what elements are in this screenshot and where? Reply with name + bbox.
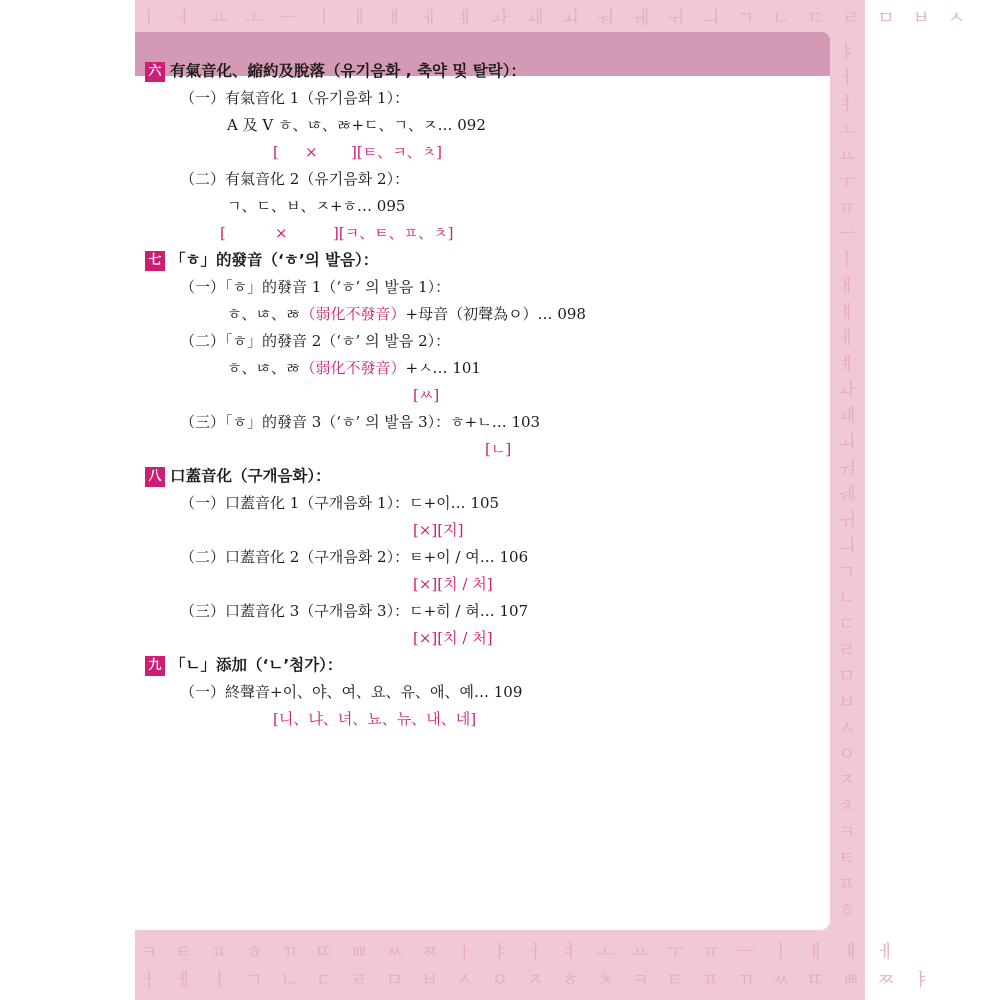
rule-item xyxy=(145,355,685,382)
rule-item-text: +母音（初聲為ㅇ）… 098 xyxy=(405,305,586,323)
cross-mark: × xyxy=(275,224,288,242)
subsection-label: （一）「ㅎ」的發音 1（‘ㅎ’ 의 발음 1）： xyxy=(180,278,451,296)
rule-item-note: （弱化不發音） xyxy=(300,359,406,377)
section-9-heading xyxy=(145,652,685,679)
section-title: 「ㄴ」添加（‘ㄴ’첨가）： xyxy=(170,656,343,674)
bracket-open: [ xyxy=(220,224,226,242)
subsection-label: （二）「ㅎ」的發音 2（‘ㅎ’ 의 발음 2）： xyxy=(180,332,451,350)
jamo-pattern-bottom: ㅋ ㅌ ㅍ ㅎ ㄲ ㄸ ㅃ ㅆ ㅉ ㅏ ㅑ ㅓ ㅕ ㅗ ㅛ ㅜ ㅠ ㅡ ㅣ ㅐ ㅒ ㅔ xyxy=(140,942,901,963)
rule-item xyxy=(145,301,685,328)
rule-item-note: （弱化不發音） xyxy=(300,305,406,323)
section-number-badge: 八 xyxy=(145,467,165,487)
bracket-open: [ xyxy=(273,143,279,161)
pronunciation-bracket-row xyxy=(145,382,685,409)
subsection-label: （一）終聲音+이、야、여、요、유、애、예… 109 xyxy=(180,683,523,701)
table-of-contents xyxy=(145,58,685,733)
subsection-label: （三）口蓋音化 3（구개음화 3）：ㄷ+히 / 혀… 107 xyxy=(180,602,529,620)
pronunciation-bracket-row xyxy=(145,220,685,247)
section-number-badge: 七 xyxy=(145,251,165,271)
pronunciation-bracket-row xyxy=(145,139,685,166)
pronunciation-bracket: ][ㅋ、ㅌ、ㅍ、ㅊ] xyxy=(333,224,454,242)
pronunciation-bracket: [ㄴ] xyxy=(485,440,512,458)
pronunciation-bracket: [ㅆ] xyxy=(413,386,440,404)
pronunciation-bracket-row xyxy=(145,571,685,598)
pronunciation-bracket-row xyxy=(145,436,685,463)
section-8-heading xyxy=(145,463,685,490)
subsection-label: （一）口蓋音化 1（구개음화 1）：ㄷ+이… 105 xyxy=(180,494,500,512)
pronunciation-bracket-row xyxy=(145,706,685,733)
rule-item-text: ㅎ、ㄶ、ㅀ xyxy=(227,305,301,323)
jamo-pattern-top: ㅣ ㅓ ㅛ ㅗ ㅡ ㅣ ㅐ ㅒ ㅔ ㅖ ㅘ ㅙ ㅚ ㅝ ㅞ ㅟ ㅢ ㄱ ㄴ ㄷ ㄹ ㅁ ㅂ ㅅ xyxy=(140,8,971,29)
rule-item-text: ㅎ、ㄶ、ㅀ xyxy=(227,359,301,377)
section-number-badge: 六 xyxy=(145,62,165,82)
rule-item: A 及 V ㅎ、ㄶ、ㅀ+ㄷ、ㄱ、ㅈ… 092 xyxy=(227,116,486,134)
jamo-pattern-right: ㅑㅓㅕㅗㅛㅜㅠㅡㅣㅐㅒㅔㅖㅘㅙㅚㅝㅞㅟㅢㄱㄴㄷㄹㅁㅂㅅㅇㅈㅊㅋㅌㅍㅎ xyxy=(838,42,856,921)
pronunciation-bracket: ][ㅌ、ㅋ、ㅊ] xyxy=(351,143,443,161)
pronunciation-bracket: [×][치 / 처] xyxy=(413,629,493,647)
cross-mark: × xyxy=(305,143,318,161)
subsection-label: （一）有氣音化 1（유기음화 1）： xyxy=(180,89,410,107)
pronunciation-bracket: [×][치 / 처] xyxy=(413,575,493,593)
pronunciation-bracket: [니、냐、녀、뇨、뉴、내、네] xyxy=(273,710,477,728)
section-title: 「ㅎ」的發音（‘ㅎ’의 발음）： xyxy=(170,251,379,269)
section-title: 有氣音化、縮約及脫落（유기음화 , 축약 및 탈락）： xyxy=(170,62,526,80)
section-7-heading xyxy=(145,247,685,274)
section-number-badge: 九 xyxy=(145,656,165,676)
section-6-heading xyxy=(145,58,685,85)
rule-item-text: +ㅅ… 101 xyxy=(405,359,481,377)
rule-item: ㄱ、ㄷ、ㅂ、ㅈ+ㅎ… 095 xyxy=(227,197,406,215)
subsection-label: （二）口蓋音化 2（구개음화 2）：ㅌ+이 / 여… 106 xyxy=(180,548,529,566)
jamo-pattern-bottom-2: ㅓ ㅔ ㅓ ㄱ ㄴ ㄷ ㄹ ㅁ ㅂ ㅅ ㅇ ㅈ ㅎ ㅊ ㅋ ㅌ ㅍ ㄲ ㅆ ㄸ ㅃ ㅉ ㅑ xyxy=(140,970,936,991)
pronunciation-bracket: [×][지] xyxy=(413,521,464,539)
section-title: 口蓋音化（구개음화）： xyxy=(170,467,331,485)
subsection-label: （三）「ㅎ」的發音 3（‘ㅎ’ 의 발음 3）：ㅎ+ㄴ… 103 xyxy=(180,413,541,431)
pronunciation-bracket-row xyxy=(145,517,685,544)
pronunciation-bracket-row xyxy=(145,625,685,652)
subsection-label: （二）有氣音化 2（유기음화 2）： xyxy=(180,170,410,188)
